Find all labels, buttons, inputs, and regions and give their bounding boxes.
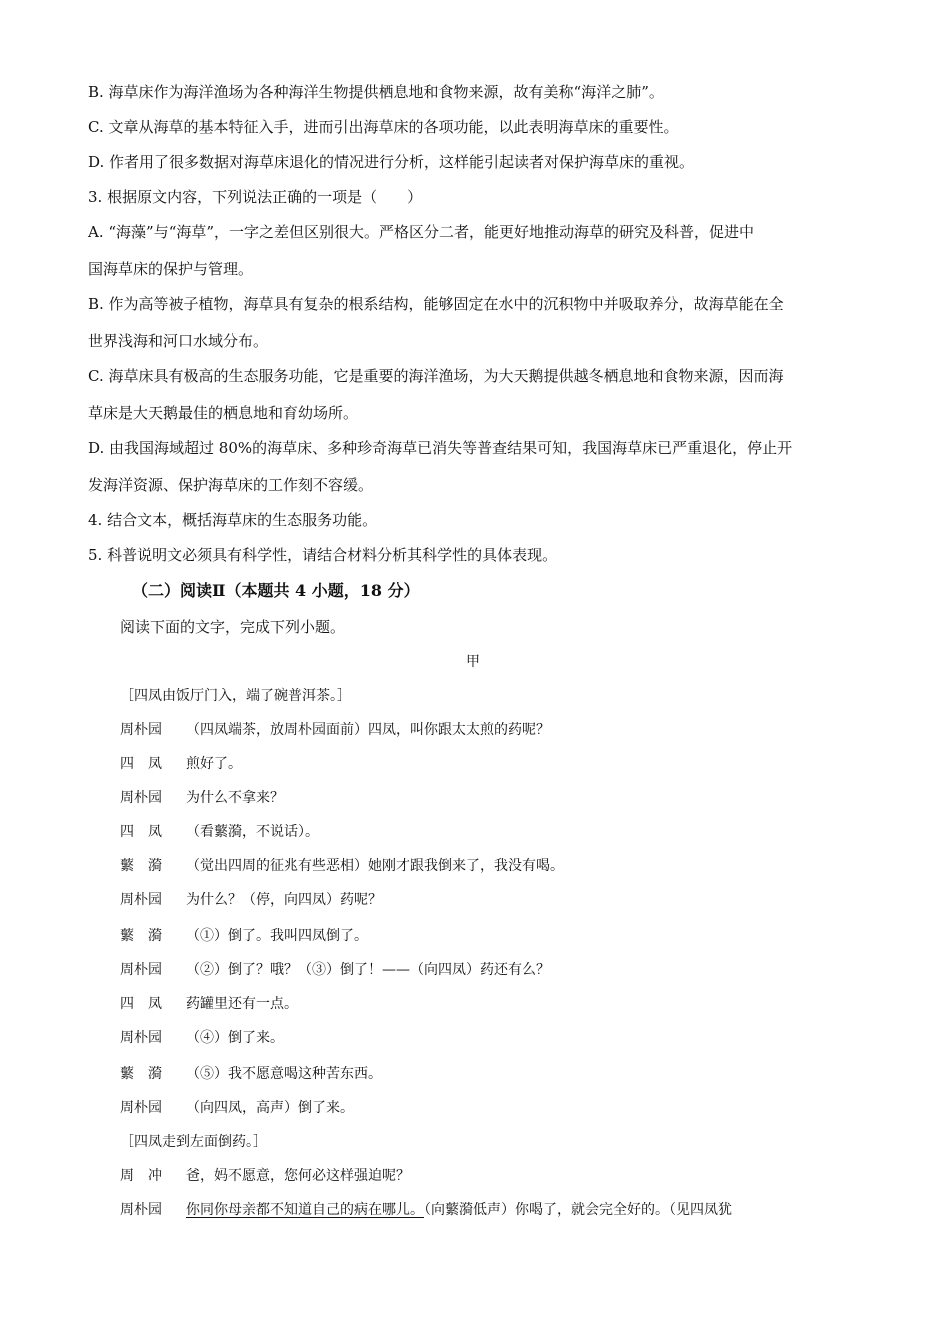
q3-option-b-line-2: 世界浅海和河口水域分布。 — [88, 332, 269, 350]
speaker-name: 周朴园 — [120, 892, 162, 908]
option-b-paragraph: B. 海草床作为海洋渔场为各种海洋生物提供栖息地和食物来源，故有美称“海洋之肺”。 — [88, 83, 664, 101]
q3-option-b-line-1: B. 作为高等被子植物，海草具有复杂的根系结构，能够固定在水中的沉积物中并吸取养分，故海草能在全 — [88, 295, 784, 313]
dialogue-text: 药罐里还有一点。 — [186, 996, 298, 1012]
speaker-name: 周朴园 — [120, 790, 162, 806]
dialogue-text: 为什么不拿来？ — [186, 790, 284, 806]
section-heading: （二）阅读Ⅱ（本题共 4 小题，18 分） — [132, 581, 420, 600]
speaker-name: 蘩 漪 — [120, 1066, 162, 1082]
dialogue-line — [120, 856, 564, 876]
dialogue-text: （⑤）我不愿意喝这种苦东西。 — [186, 1066, 382, 1082]
q3-option-a-line-2: 国海草床的保护与管理。 — [88, 260, 254, 278]
speaker-name: 周朴园 — [120, 1202, 162, 1218]
dialogue-text: 爸，妈不愿意，您何必这样强迫呢？ — [186, 1168, 410, 1184]
dialogue-line — [120, 1200, 732, 1220]
q3-option-c-line-2: 草床是大天鹅最佳的栖息地和育幼场所。 — [88, 404, 359, 422]
question-4: 4. 结合文本，概括海草床的生态服务功能。 — [88, 511, 378, 529]
speaker-name: 四 凤 — [120, 756, 162, 772]
option-d-paragraph: D. 作者用了很多数据对海草床退化的情况进行分析，这样能引起读者对保护海草床的重视。 — [88, 153, 695, 171]
question-5: 5. 科普说明文必须具有科学性，请结合材料分析其科学性的具体表现。 — [88, 546, 558, 564]
stage-direction: ［四凤由饭厅门入，端了碗普洱茶。］ — [120, 688, 351, 704]
dialogue-text: （四凤端茶，放周朴园面前）四凤，叫你跟太太煎的药呢？ — [186, 722, 550, 738]
underlined-sentence: 你同你母亲都不知道自己的病在哪儿。 — [186, 1202, 424, 1218]
q3-option-a-line-1: A. “海藻”与“海草”，一字之差但区别很大。严格区分二者，能更好地推动海草的研究及科普，促进中 — [88, 223, 755, 241]
q3-option-c-line-1: C. 海草床具有极高的生态服务功能，它是重要的海洋渔场，为大天鹅提供越冬栖息地和食物来源，因而海 — [88, 367, 784, 385]
dialogue-line — [120, 754, 242, 774]
option-c-paragraph: C. 文章从海草的基本特征入手，进而引出海草床的各项功能，以此表明海草床的重要性。 — [88, 118, 679, 136]
dialogue-text: 煎好了。 — [186, 756, 242, 772]
question-3: 3. 根据原文内容，下列说法正确的一项是（ ） — [88, 188, 423, 206]
speaker-name: 蘩 漪 — [120, 928, 162, 944]
dialogue-line — [120, 960, 550, 980]
dialogue-text: （①）倒了。我叫四凤倒了。 — [186, 928, 368, 944]
passage-label: 甲 — [466, 654, 480, 670]
speaker-name: 四 凤 — [120, 824, 162, 840]
dialogue-line — [120, 926, 368, 946]
dialogue-line — [120, 788, 284, 808]
dialogue-text: （④）倒了来。 — [186, 1030, 284, 1046]
speaker-name: 四 凤 — [120, 996, 162, 1012]
reading-instruction: 阅读下面的文字，完成下列小题。 — [120, 618, 346, 636]
dialogue-line — [120, 890, 382, 910]
speaker-name: 蘩 漪 — [120, 858, 162, 874]
stage-direction: ［四凤走到左面倒药。］ — [120, 1134, 267, 1150]
dialogue-text: （②）倒了？哦？（③）倒了！——（向四凤）药还有么？ — [186, 962, 550, 978]
speaker-name: 周朴园 — [120, 962, 162, 978]
speaker-name: 周 冲 — [120, 1168, 162, 1184]
dialogue-line — [120, 720, 550, 740]
q3-option-d-line-1: D. 由我国海域超过 80%的海草床、多种珍奇海草已消失等普查结果可知，我国海草床已严重退化，停止开 — [88, 439, 793, 457]
speaker-name: 周朴园 — [120, 1100, 162, 1116]
dialogue-line — [120, 994, 298, 1014]
dialogue-line — [120, 1166, 410, 1186]
q3-option-d-line-2: 发海洋资源、保护海草床的工作刻不容缓。 — [88, 476, 374, 494]
speaker-name: 周朴园 — [120, 1030, 162, 1046]
dialogue-line — [120, 822, 319, 842]
dialogue-text: （向四凤，高声）倒了来。 — [186, 1100, 354, 1116]
dialogue-text: 为什么？（停，向四凤）药呢？ — [186, 892, 382, 908]
dialogue-text: （觉出四周的征兆有些恶相）她刚才跟我倒来了，我没有喝。 — [186, 858, 564, 874]
dialogue-text: （看蘩漪，不说话）。 — [186, 824, 319, 840]
dialogue-line — [120, 1098, 354, 1118]
speaker-name: 周朴园 — [120, 722, 162, 738]
dialogue-line — [120, 1028, 284, 1048]
dialogue-text: （向蘩漪低声）你喝了，就会完全好的。（见四凤犹 — [424, 1202, 732, 1218]
dialogue-line — [120, 1064, 382, 1084]
